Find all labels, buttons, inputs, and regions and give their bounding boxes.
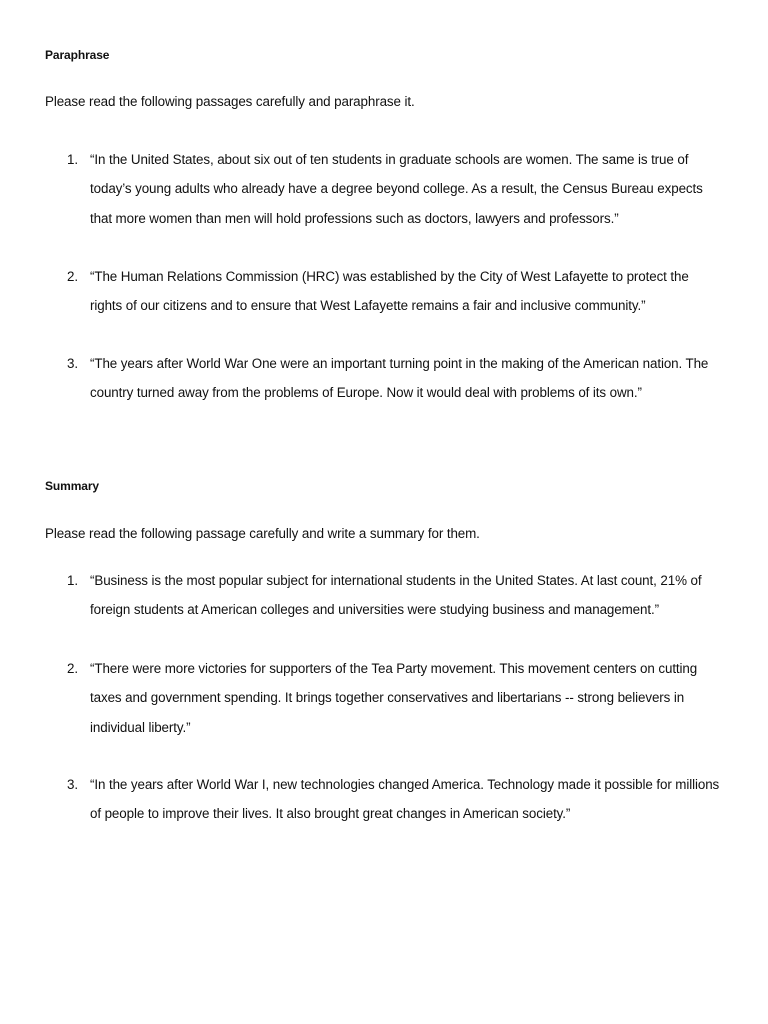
- summary-heading: Summary: [45, 479, 99, 493]
- summary-item-3: [45, 770, 735, 829]
- summary-item-2: [45, 654, 735, 742]
- passage-text: “The Human Relations Commission (HRC) was established by the City of West Lafayette to protect the rights of our citizens and to ensure that West Lafayette remains a fair and inclusive community.”: [90, 269, 689, 314]
- passage-text: “Business is the most popular subject for international students in the United States. At last count, 21% of foreign students at American colleges and universities were studying business and management.”: [90, 573, 702, 618]
- list-number: 1.: [67, 573, 78, 588]
- list-number: 1.: [67, 152, 78, 167]
- passage-text: “In the years after World War I, new technologies changed America. Technology made it possible for millions of people to improve their lives. It also brought great changes in American society.”: [90, 777, 720, 822]
- list-number: 3.: [67, 777, 78, 792]
- passage-text: “There were more victories for supporters of the Tea Party movement. This movement centers on cutting taxes and government spending. It brings together conservatives and libertarians -- strong believers in individual liberty.”: [90, 661, 698, 735]
- list-number: 2.: [67, 269, 78, 284]
- summary-item-1: [45, 566, 735, 625]
- list-number: 2.: [67, 661, 78, 676]
- paraphrase-item-2: [45, 262, 735, 321]
- list-number: 3.: [67, 356, 78, 371]
- passage-text: “In the United States, about six out of ten students in graduate schools are women. The same is true of today’s young adults who already have a degree beyond college. As a result, the Census Bureau expects that more women than men will hold professions such as doctors, lawyers and professors.”: [90, 152, 703, 226]
- paraphrase-item-3: [45, 349, 735, 408]
- paraphrase-instructions: Please read the following passages carefully and paraphrase it.: [45, 94, 415, 109]
- summary-instructions: Please read the following passage carefully and write a summary for them.: [45, 526, 480, 541]
- paraphrase-item-1: [45, 145, 735, 233]
- paraphrase-heading: Paraphrase: [45, 48, 110, 62]
- passage-text: “The years after World War One were an important turning point in the making of the American nation. The country turned away from the problems of Europe. Now it would deal with problems of its own.”: [90, 356, 709, 401]
